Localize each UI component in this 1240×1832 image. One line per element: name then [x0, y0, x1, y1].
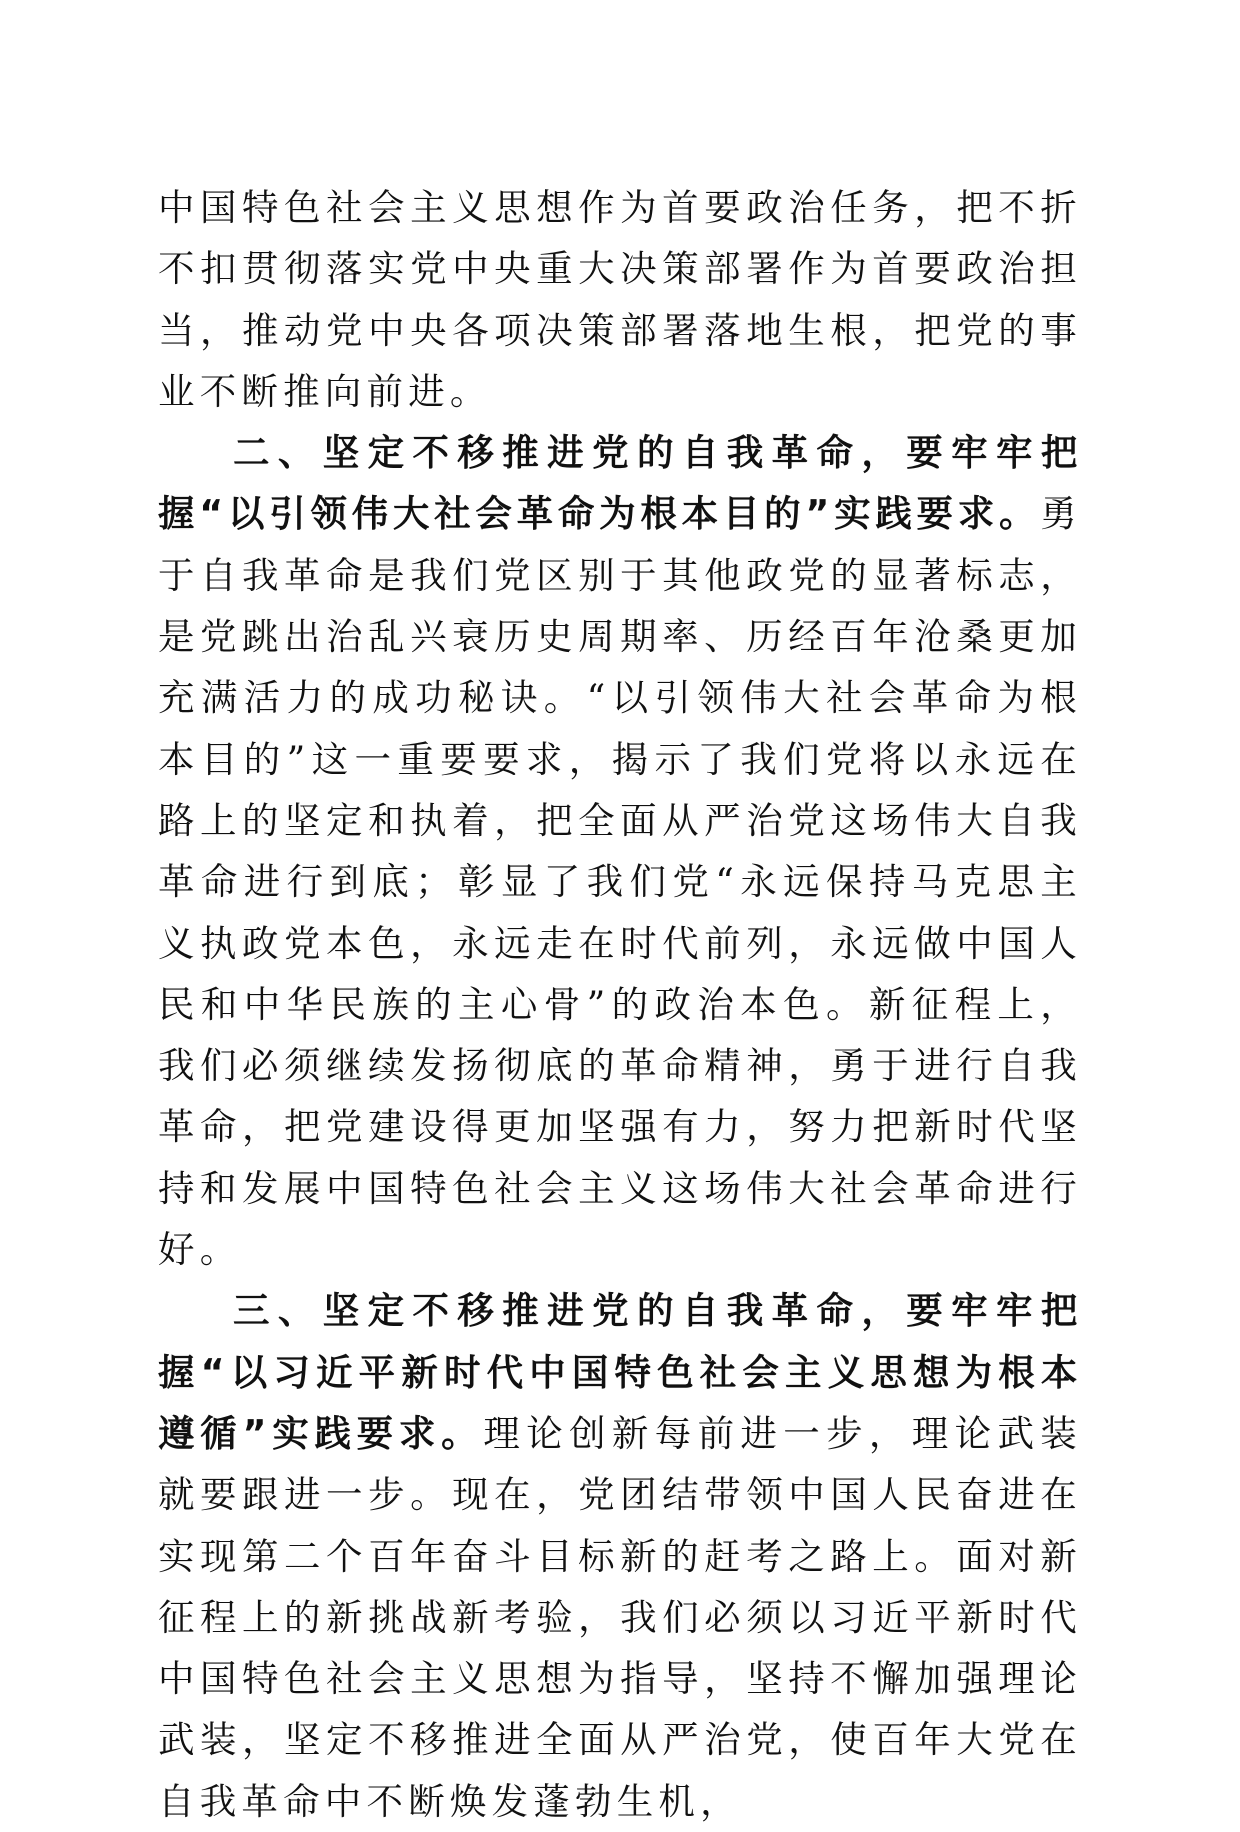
paragraph-section-two: [158, 422, 1082, 1280]
paragraph-continuation: [158, 177, 1082, 422]
section-three-heading: 三、坚定不移推进党的自我革命，要牢牢把握“以习近平新时代中国特色社会主义思想为根本遵循”实践要求。: [158, 1289, 1082, 1455]
document-body: [158, 177, 1082, 1832]
section-two-body: 勇于自我革命是我们党区别于其他政党的显著标志，是党跳出治乱兴衰历史周期率、历经百年沧桑更加充满活力的成功秘诀。“以引领伟大社会革命为根本目的”这一重要要求，揭示了我们党将以永远在路上的坚定和执着，把全面从严治党这场伟大自我革命进行到底；彰显了我们党“永远保持马克思主义执政党本色，永远走在时代前列，永远做中国人民和中华民族的主心骨”的政治本色。新征程上，我们必须继续发扬彻底的革命精神，勇于进行自我革命，把党建设得更加坚强有力，努力把新时代坚持和发展中国特色社会主义这场伟大社会革命进行好。: [158, 492, 1082, 1272]
paragraph-body-text: 中国特色社会主义思想作为首要政治任务，把不折不扣贯彻落实党中央重大决策部署作为首要政治担当，推动党中央各项决策部署落地生根，把党的事业不断推向前进。: [158, 186, 1082, 413]
section-two-heading: 二、坚定不移推进党的自我革命，要牢牢把握“以引领伟大社会革命为根本目的”实践要求。: [158, 431, 1082, 536]
paragraph-section-three: [158, 1280, 1082, 1832]
section-three-body: 理论创新每前进一步，理论武装就要跟进一步。现在，党团结带领中国人民奋进在实现第二个百年奋斗目标新的赶考之路上。面对新征程上的新挑战新考验，我们必须以习近平新时代中国特色社会主义思想为指导，坚持不懈加强理论武装，坚定不移推进全面从严治党，使百年大党在自我革命中不断焕发蓬勃生机，: [158, 1411, 1082, 1823]
